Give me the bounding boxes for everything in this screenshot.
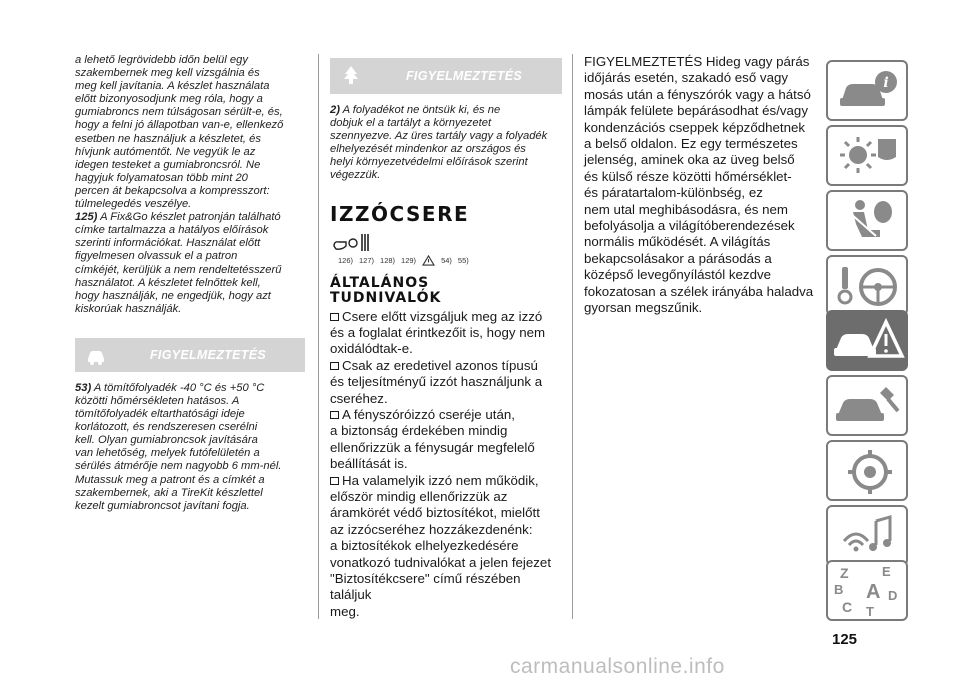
text-line: a lehető legrövidebb időn belül egy	[75, 54, 248, 66]
bullet-item-line	[330, 341, 562, 357]
bullet-item-line	[330, 571, 562, 604]
bullet-text: vonatkozó tudnivalókat a jelen fejezet	[330, 554, 552, 570]
note-53-text	[75, 395, 305, 513]
text-line: dobjuk el a tartályt a környezetet	[330, 117, 492, 130]
index-letter: T	[866, 604, 874, 619]
text-line: hívjunk autómentőt. Ne vegyük le az	[75, 145, 256, 158]
note-125-text	[75, 224, 305, 316]
reference-list	[338, 255, 469, 266]
text-line: túlmelegedés veszélye.	[75, 198, 192, 211]
warning-car-icon	[85, 344, 107, 366]
note-2-number: 2)	[330, 104, 340, 116]
text-line: helyi környezetvédelmi előírások szerint	[330, 156, 528, 169]
index-letter: D	[888, 588, 898, 603]
text-line: kiskorúak használják.	[75, 302, 182, 315]
bullet-box-icon	[330, 362, 339, 370]
text-line: a belső oldalon. Ez egy természetes	[584, 136, 798, 152]
warning-title-2: FIGYELMEZTETÉS	[405, 69, 522, 83]
ref-item: 129)	[401, 255, 417, 265]
bullet-text: Ha valamelyik izzó nem működik,	[342, 472, 539, 488]
text-line: használatot. A készletet felnőttek kell,	[75, 276, 261, 289]
column-divider-left	[318, 54, 319, 619]
bullet-text: és a foglalat érintkezőit is, hogy nem	[330, 324, 546, 340]
index-letter: A	[866, 581, 881, 603]
note-2	[330, 104, 562, 117]
text-line: idegen testeket a gumiabroncsról. Ne	[75, 158, 261, 171]
note-53	[75, 382, 305, 395]
bullet-text: oxidálódtak-e.	[330, 341, 413, 357]
text-line: címkéjét, kerüljük a nem rendeltetésszerű	[75, 263, 282, 276]
dashboard-lights-icon	[828, 127, 906, 184]
text-line: időjárás esetén, szakadó eső vagy	[584, 70, 789, 86]
bullet-item-line	[330, 505, 562, 521]
text-line: szennyezve. Az üres tartály vagy a folyadék	[330, 130, 548, 143]
bullet-item-line	[330, 374, 562, 390]
text-line: sérülés átmérője nem nagyobb 6 mm-nél.	[75, 460, 282, 473]
left-column	[75, 54, 305, 513]
column-divider-right	[572, 54, 573, 619]
bullet-text: meg.	[330, 603, 360, 619]
text-line: van lehetőség, melyek futófelületén a	[75, 447, 260, 460]
index-letter: E	[882, 564, 891, 579]
text-line: hogy a felni jó állapotban van-e, ellenkező	[75, 119, 284, 132]
bulb-hand-icon	[331, 232, 371, 254]
bullet-text: az izzócseréhez hozzákezdenénk:	[330, 521, 533, 537]
bullet-item-line	[330, 391, 562, 407]
bullet-list	[330, 309, 562, 621]
text-line: gyorsan megszűnik.	[584, 300, 703, 316]
text-line: Mutassuk meg a patront és a címkét a	[75, 473, 265, 486]
text-line: kezelt gumiabroncsot javítani fogja.	[75, 499, 250, 512]
engine-icon	[828, 442, 906, 499]
text-line: mosás után a fényszórók vagy a hátsó	[584, 86, 811, 102]
tab-multimedia[interactable]	[826, 505, 908, 566]
bullet-box-icon	[330, 411, 339, 419]
bullet-text: A fényszóróizzó cseréje után,	[342, 407, 515, 422]
ref-item: 54)	[441, 255, 452, 265]
text-line: kell. Olyan gumiabroncsok javítására	[75, 434, 258, 447]
text-line: korlátozott, és rendszeresen cserélni	[75, 421, 258, 434]
bullet-text: és teljesítményű izzót használjunk a	[330, 374, 543, 390]
text-line: szakembernek, aki a TireKit készlettel	[75, 486, 263, 499]
key-steering-icon	[828, 257, 906, 314]
bullet-text: Csere előtt vizsgáljuk meg az izzó	[342, 308, 543, 324]
warning-title: FIGYELMEZTETÉS	[149, 347, 266, 362]
bullet-item-line	[330, 440, 562, 456]
seat-airbag-icon	[828, 192, 906, 249]
text-line: és páratartalom-különbség, ez	[584, 185, 763, 201]
text-line: hagyjuk folyamatosan több mint 20	[75, 171, 248, 184]
note-125-first-line: A Fix&Go készlet patronján található	[97, 211, 281, 224]
text-line: lámpák felülete bepárásodhat és/vagy	[584, 103, 808, 119]
text-line: tömítőfolyadék eltarthatósági ideje	[75, 408, 245, 421]
tab-maintenance[interactable]	[826, 375, 908, 436]
text-line: nem utal meghibásodásra, és nem	[584, 201, 788, 217]
tab-engine[interactable]	[826, 440, 908, 501]
tab-car-info[interactable]	[826, 60, 908, 121]
bullet-item-line	[330, 555, 562, 571]
bullet-box-icon	[330, 477, 339, 485]
maintenance-car-icon	[828, 377, 906, 434]
text-line: figyelmesen olvassuk el a patron	[75, 250, 238, 263]
bullet-item-first-line	[330, 407, 562, 423]
text-line: gumiabroncs nem túlságosan sérült-e, és,	[75, 106, 283, 119]
subsection-title-line-1: ÁLTALÁNOS	[330, 274, 430, 291]
bullet-item-line	[330, 522, 562, 538]
text-line: befolyásolja a világítóberendezések	[584, 218, 795, 234]
condensation-text	[584, 54, 814, 317]
text-line: bekapcsolásakor a párásodás a	[584, 250, 772, 266]
warning-bar-2	[330, 58, 562, 94]
car-info-icon	[828, 62, 906, 119]
text-line: fokozatosan a szélek irányába haladva	[584, 283, 814, 299]
text-line: szerinti információkat. Használat előtt	[75, 237, 261, 250]
warning-bar	[75, 338, 305, 372]
section-title: IZZÓCSERE	[330, 201, 470, 226]
ref-item: 127)	[359, 255, 375, 265]
ref-item: 128)	[380, 255, 396, 265]
page-number: 125	[832, 631, 858, 648]
text-line: elhelyezését mindenkor az országos és	[330, 143, 526, 156]
bullet-text: ellenőrizzük a fénysugár megfelelő	[330, 439, 535, 455]
tab-dashboard-lights[interactable]	[826, 125, 908, 186]
note-53-number: 53)	[75, 381, 92, 394]
index-letter: C	[842, 599, 853, 615]
bullet-item-line	[330, 604, 562, 620]
bullet-text: először mindig ellenőrizzük az	[330, 489, 508, 505]
svg-text:i: i	[883, 75, 889, 91]
text-line: esetben ne használjuk a készletet, és	[75, 132, 261, 145]
bullet-item-line	[330, 456, 562, 472]
multimedia-icon	[828, 507, 906, 564]
index-letter: B	[834, 582, 844, 597]
right-column	[584, 54, 814, 317]
bullet-box-icon	[330, 313, 339, 321]
text-line: és külső része közötti hőmérséklet-	[584, 168, 792, 184]
bullet-item-line	[330, 325, 562, 341]
ref-item: 126)	[338, 255, 354, 265]
middle-column	[330, 54, 562, 620]
text-line: előtt bizonyosodjunk meg róla, hogy a	[75, 93, 263, 106]
tab-breakdown[interactable]	[826, 310, 908, 371]
bullet-text: Csak az eredetivel azonos típusú	[342, 357, 538, 373]
text-line: címke tartalmazza a hatályos előírások	[75, 224, 269, 237]
environment-tree-icon	[340, 64, 362, 86]
tab-index[interactable]	[826, 560, 908, 621]
text-line: hogy használják, ne engedjük, hogy azt	[75, 289, 271, 302]
bullet-item-first-line	[330, 309, 562, 325]
note-125-number: 125)	[75, 211, 98, 224]
tire-kit-text	[75, 54, 305, 211]
bullet-item-first-line	[330, 473, 562, 489]
bullet-item-first-line	[330, 358, 562, 374]
text-line: meg kell javítania. A készlet használata	[75, 80, 270, 93]
bullet-item-line	[330, 423, 562, 439]
note-2-text	[330, 117, 562, 182]
text-line: percen át bekapcsolva a kompresszort:	[75, 184, 270, 197]
text-line: kondenzációs cseppek képződhetnek	[584, 119, 806, 135]
bullet-text: "Biztosítékcsere" című részében találjuk	[330, 571, 521, 603]
bullet-text: a biztonság érdekében mindig	[330, 423, 508, 439]
bullet-item-line	[330, 538, 562, 554]
text-line: normális működését. A világítás	[584, 234, 771, 250]
breakdown-warning-icon	[828, 312, 906, 369]
tab-key-steering[interactable]	[826, 255, 908, 316]
text-line: jelenség, aminek oka az üveg belső	[584, 152, 795, 168]
note-2-first-line: A folyadékot ne öntsük ki, és ne	[339, 104, 501, 116]
text-line: középső levegőnyílástól kezdve	[584, 267, 772, 283]
bullet-text: a biztosítékok elhelyezkedésére	[330, 538, 519, 554]
note-125	[75, 211, 305, 224]
ref-item: 55)	[457, 255, 469, 265]
note-53-first-line: A tömítőfolyadék -40 °C és +50 °C	[91, 381, 265, 394]
bullet-text: áramkörét védő biztosítékot, mielőtt	[330, 505, 540, 521]
index-letter: Z	[840, 565, 849, 581]
bullet-item-line	[330, 489, 562, 505]
bullet-text: cseréhez.	[330, 390, 388, 406]
warning-triangle-icon	[422, 255, 435, 266]
watermark: carmanualsonline.info	[510, 655, 725, 678]
text-line: végezzük.	[330, 169, 381, 182]
subsection-title-line-2: TUDNIVALÓK	[330, 289, 442, 306]
index-letters-icon	[828, 562, 906, 619]
tab-seat-airbag[interactable]	[826, 190, 908, 251]
bullet-text: beállítását is.	[330, 456, 408, 472]
text-line: közötti hőmérsékleten hatásos. A	[75, 394, 240, 407]
text-line: FIGYELMEZTETÉS Hideg vagy párás	[584, 54, 810, 69]
text-line: szakembernek meg kell vizsgálnia és	[75, 67, 260, 80]
